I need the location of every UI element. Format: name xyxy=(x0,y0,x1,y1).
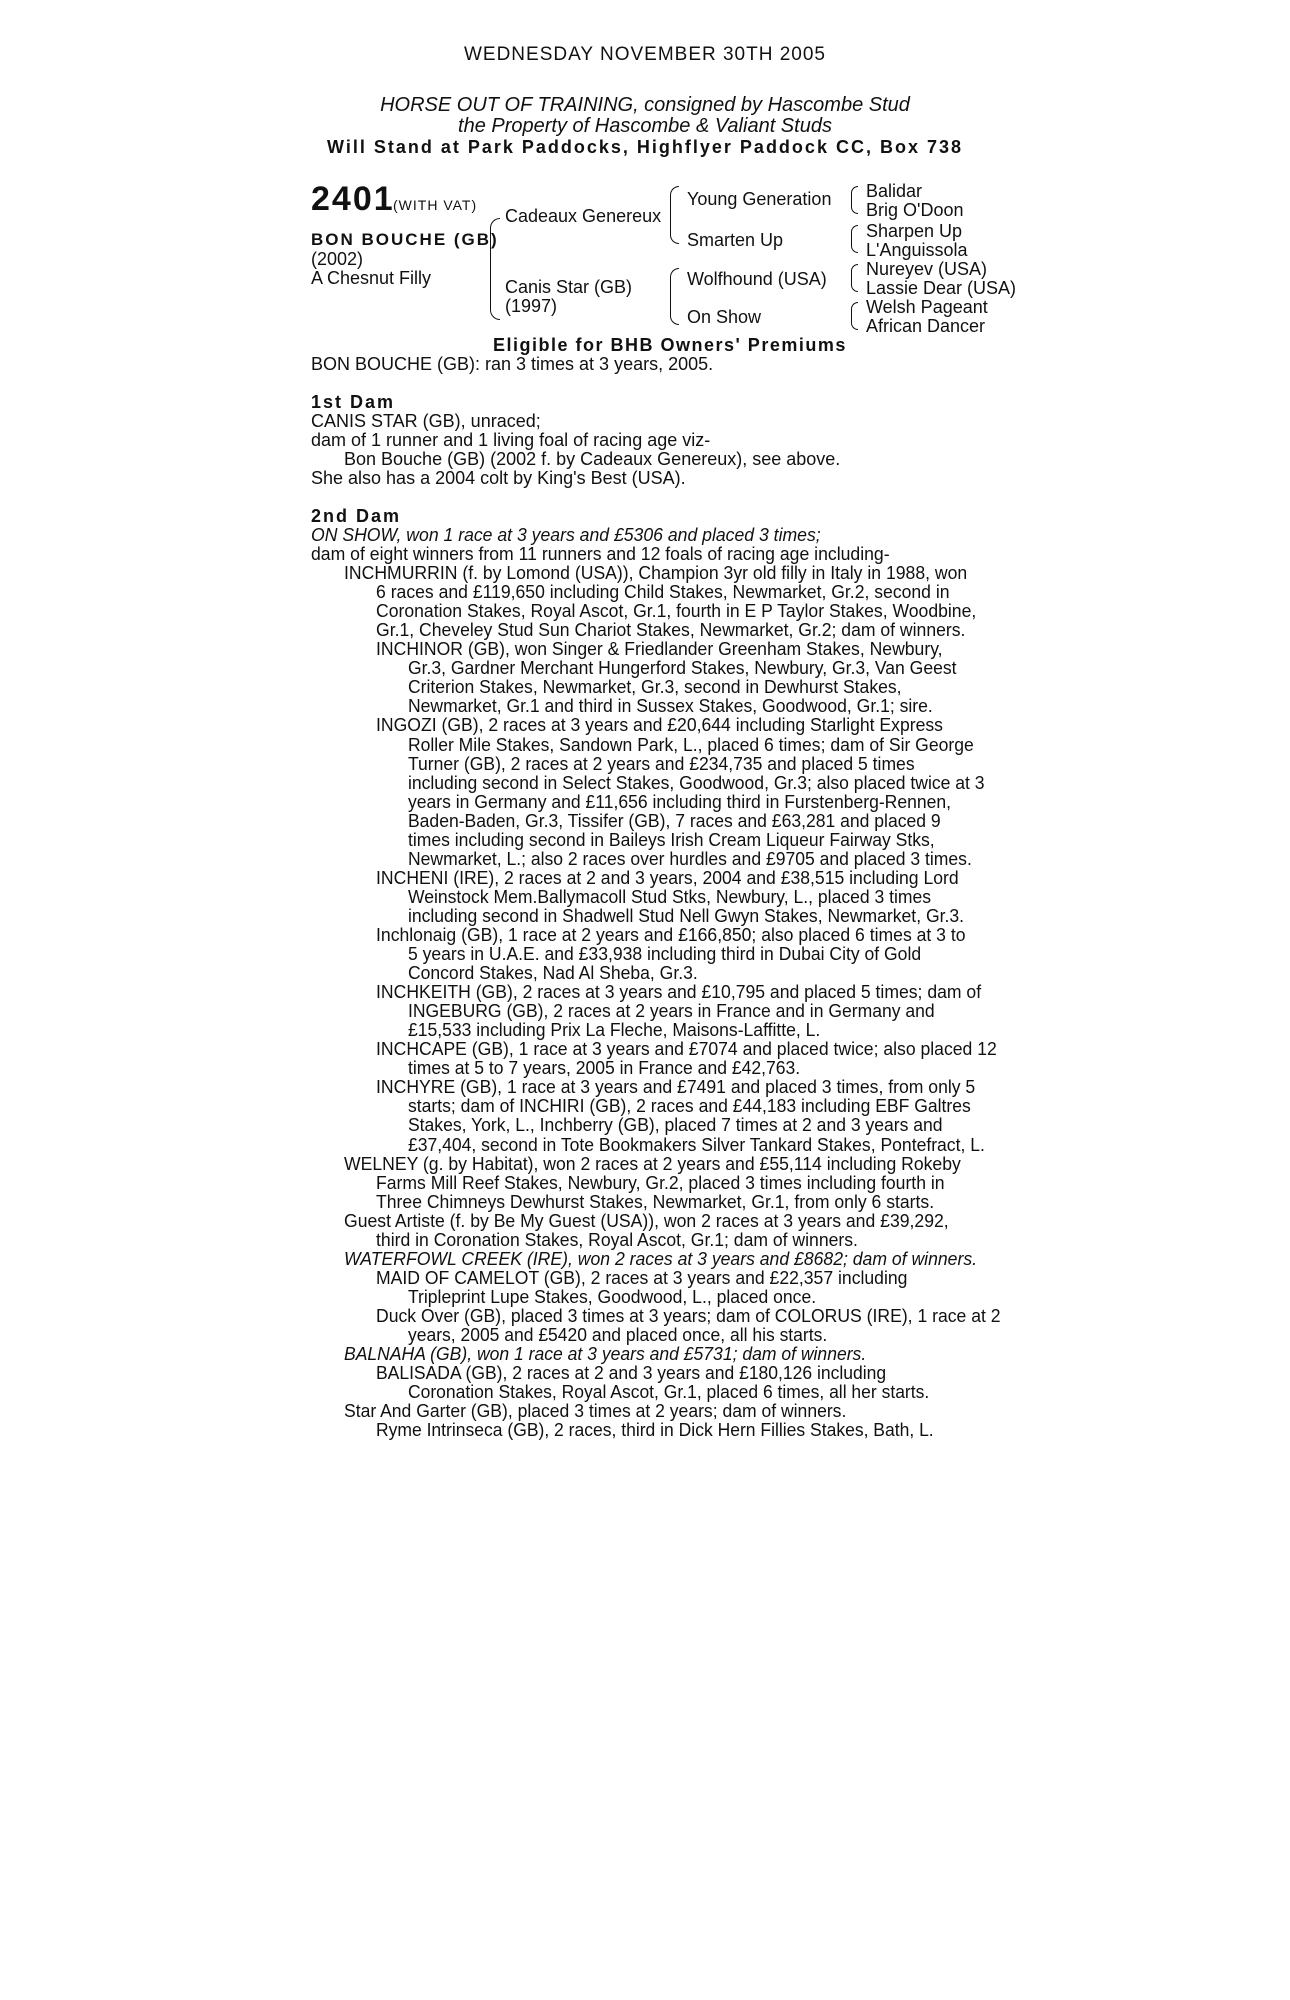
produce-line: Gr.3, Gardner Merchant Hungerford Stakes, Newbury, Gr.3, Van Geest xyxy=(407,658,957,679)
horse-name: BON BOUCHE (GB) xyxy=(311,230,499,249)
produce-line: Tripleprint Lupe Stakes, Goodwood, L., placed once. xyxy=(407,1286,817,1307)
produce-line: Concord Stakes, Nad Al Sheba, Gr.3. xyxy=(407,963,698,984)
produce-line: Criterion Stakes, Newmarket, Gr.3, second in Dewhurst Stakes, xyxy=(407,677,902,698)
produce-line: times including second in Baileys Irish Cream Liqueur Fairway Stks, xyxy=(407,829,935,850)
produce-line: Three Chimneys Dewhurst Stakes, Newmarket, Gr.1, from only 6 starts. xyxy=(376,1191,935,1212)
produce-line: INCHENI (IRE), 2 races at 2 and 3 years, 2004 and £38,515 including Lord xyxy=(376,867,959,888)
produce-line: £15,533 including Prix La Fleche, Maisons-Laffitte, L. xyxy=(407,1020,821,1041)
vat-note: (WITH VAT) xyxy=(393,197,478,213)
stand-location: Will Stand at Park Paddocks, Highflyer Paddock CC, Box 738 xyxy=(327,137,963,157)
first-dam-line: dam of 1 runner and 1 living foal of racing age viz- xyxy=(311,430,711,451)
produce-line: BALNAHA (GB), won 1 race at 3 years and £5731; dam of winners. xyxy=(343,1344,867,1365)
produce-line: INGEBURG (GB), 2 races at 2 years in France and in Germany and xyxy=(407,1001,935,1022)
produce-line: INGOZI (GB), 2 races at 3 years and £20,644 including Starlight Express xyxy=(376,715,943,736)
produce-line: including second in Select Stakes, Goodwood, Gr.3; also placed twice at 3 xyxy=(407,772,985,793)
sire-sire-sire: Balidar xyxy=(866,181,923,201)
produce-line: INCHINOR (GB), won Singer & Friedlander Greenham Stakes, Newbury, xyxy=(376,639,943,660)
lot-number: 2401 xyxy=(311,180,395,218)
pedigree-brace xyxy=(490,218,500,320)
produce-line: Duck Over (GB), placed 3 times at 3 years; dam of COLORUS (IRE), 1 race at 2 xyxy=(376,1305,1001,1326)
dam-sire-name: Wolfhound (USA) xyxy=(687,269,827,289)
pedigree-brace xyxy=(851,225,858,253)
second-dam-section xyxy=(311,526,1017,1440)
pedigree-brace xyxy=(851,186,858,214)
first-dam-line: CANIS STAR (GB), unraced; xyxy=(311,411,541,431)
produce-line: INCHKEITH (GB), 2 races at 3 years and £10,795 and placed 5 times; dam of xyxy=(376,982,982,1003)
produce-line: INCHCAPE (GB), 1 race at 3 years and £7074 and placed twice; also placed 12 xyxy=(376,1039,997,1060)
property-line: the Property of Hascombe & Valiant Studs xyxy=(458,115,832,137)
foaling-year: (2002) xyxy=(311,249,364,269)
dam-name: Canis Star (GB) xyxy=(505,277,633,297)
produce-line: ON SHOW, won 1 race at 3 years and £5306 and placed 3 times; xyxy=(311,525,821,545)
horse-description: A Chesnut Filly xyxy=(311,268,432,288)
produce-line: BALISADA (GB), 2 races at 2 and 3 years and £180,126 including xyxy=(375,1363,887,1384)
produce-line: WATERFOWL CREEK (IRE), won 2 races at 3 years and £8682; dam of winners. xyxy=(344,1248,978,1269)
second-dam-heading: 2nd Dam xyxy=(311,506,402,526)
produce-line: Farms Mill Reef Stakes, Newbury, Gr.2, placed 3 times including fourth in xyxy=(376,1172,945,1193)
produce-line: times at 5 to 7 years, 2005 in France and £42,763. xyxy=(407,1058,801,1079)
produce-line: Coronation Stakes, Royal Ascot, Gr.1, fourth in E P Taylor Stakes, Woodbine, xyxy=(376,601,977,622)
produce-line: INCHYRE (GB), 1 race at 3 years and £7491 and placed 3 times, from only 5 xyxy=(376,1077,976,1098)
produce-line: dam of eight winners from 11 runners and 12 foals of racing age including- xyxy=(311,544,890,565)
produce-line: 6 races and £119,650 including Child Stakes, Newmarket, Gr.2, second in xyxy=(376,582,950,603)
first-dam-heading: 1st Dam xyxy=(311,392,396,412)
pedigree-brace xyxy=(670,268,679,325)
produce-line: including second in Shadwell Stud Nell Gwyn Stakes, Newmarket, Gr.3. xyxy=(407,905,964,926)
produce-line: third in Coronation Stakes, Royal Ascot, Gr.1; dam of winners. xyxy=(376,1229,858,1250)
sire-dam-dam: L'Anguissola xyxy=(866,240,968,260)
produce-line: years, 2005 and £5420 and placed once, all his starts. xyxy=(407,1324,828,1345)
dam-dam-sire: Welsh Pageant xyxy=(866,297,988,317)
produce-line: WELNEY (g. by Habitat), won 2 races at 2 years and £55,114 including Rokeby xyxy=(344,1153,961,1174)
produce-line: years in Germany and £11,656 including third in Furstenberg-Rennen, xyxy=(407,791,952,812)
produce-line: Weinstock Mem.Ballymacoll Stud Stks, Newbury, L., placed 3 times xyxy=(407,886,932,907)
pedigree-brace xyxy=(670,186,679,244)
first-dam-line: Bon Bouche (GB) (2002 f. by Cadeaux Genereux), see above. xyxy=(344,449,841,470)
produce-line: MAID OF CAMELOT (GB), 2 races at 3 years and £22,357 including xyxy=(376,1267,908,1288)
sire-dam-sire: Sharpen Up xyxy=(866,221,963,241)
first-dam-section xyxy=(311,412,840,488)
produce-line: Guest Artiste (f. by Be My Guest (USA)), won 2 races at 3 years and £39,292, xyxy=(344,1210,949,1231)
dam-sire-dam: Lassie Dear (USA) xyxy=(866,278,1017,298)
sire-sire-dam: Brig O'Doon xyxy=(866,200,964,220)
produce-line: Inchlonaig (GB), 1 race at 2 years and £166,850; also placed 6 times at 3 to xyxy=(376,924,966,945)
sire-name: Cadeaux Genereux xyxy=(505,206,662,226)
produce-line: £37,404, second in Tote Bookmakers Silver Tankard Stakes, Pontefract, L. xyxy=(407,1134,985,1155)
sire-dam-name: Smarten Up xyxy=(687,230,784,250)
produce-line: Turner (GB), 2 races at 2 years and £234,735 and placed 5 times xyxy=(407,753,915,774)
sale-date: WEDNESDAY NOVEMBER 30TH 2005 xyxy=(463,44,826,65)
produce-line: Gr.1, Cheveley Stud Sun Chariot Stakes, Newmarket, Gr.2; dam of winners. xyxy=(376,620,966,641)
produce-line: Baden-Baden, Gr.3, Tissifer (GB), 7 races and £63,281 and placed 9 xyxy=(407,810,941,831)
produce-line: Stakes, York, L., Inchberry (GB), placed 7 times at 2 and 3 years and xyxy=(407,1115,943,1136)
pedigree-brace xyxy=(851,264,858,292)
produce-line: Coronation Stakes, Royal Ascot, Gr.1, placed 6 times, all her starts. xyxy=(407,1382,930,1403)
produce-line: Ryme Intrinseca (GB), 2 races, third in Dick Hern Fillies Stakes, Bath, L. xyxy=(375,1420,934,1441)
produce-line: Newmarket, L.; also 2 races over hurdles and £9705 and placed 3 times. xyxy=(407,848,972,869)
premiums-note: Eligible for BHB Owners' Premiums xyxy=(493,335,847,355)
produce-line: starts; dam of INCHIRI (GB), 2 races and £44,183 including EBF Galtres xyxy=(407,1096,971,1117)
dam-sire-sire: Nureyev (USA) xyxy=(866,259,988,279)
dam-dam-name: On Show xyxy=(687,307,762,327)
produce-line: Roller Mile Stakes, Sandown Park, L., placed 6 times; dam of Sir George xyxy=(407,734,974,755)
racing-record: BON BOUCHE (GB): ran 3 times at 3 years, 2005. xyxy=(311,354,714,374)
first-dam-line: She also has a 2004 colt by King's Best (USA). xyxy=(311,468,686,489)
sire-sire-name: Young Generation xyxy=(687,189,832,209)
consignment-line: HORSE OUT OF TRAINING, consigned by Hascombe Stud xyxy=(380,94,910,116)
pedigree-brace xyxy=(851,302,858,330)
produce-line: Newmarket, Gr.1 and third in Sussex Stakes, Goodwood, Gr.1; sire. xyxy=(407,696,933,717)
produce-line: 5 years in U.A.E. and £33,938 including third in Dubai City of Gold xyxy=(407,944,922,965)
dam-dam-dam: African Dancer xyxy=(866,316,986,336)
dam-year: (1997) xyxy=(505,296,558,316)
produce-line: Star And Garter (GB), placed 3 times at 2 years; dam of winners. xyxy=(343,1401,847,1422)
produce-line: INCHMURRIN (f. by Lomond (USA)), Champion 3yr old filly in Italy in 1988, won xyxy=(344,563,968,584)
